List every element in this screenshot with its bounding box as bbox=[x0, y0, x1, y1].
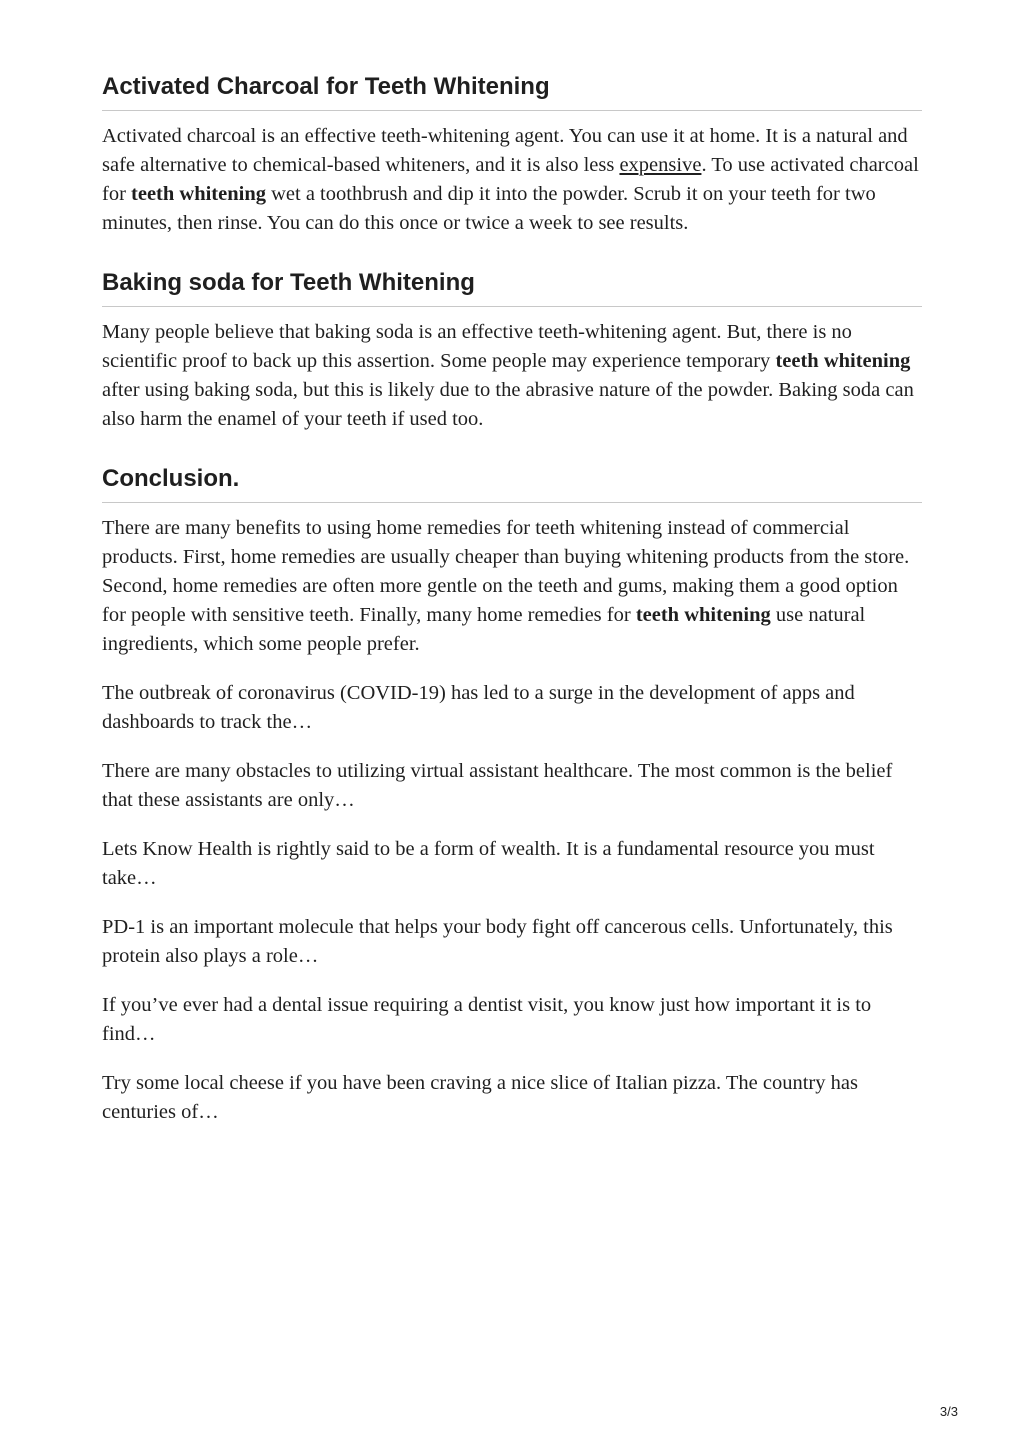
section-heading: Conclusion. bbox=[102, 464, 922, 503]
section-paragraph: There are many benefits to using home remedies for teeth whitening instead of commercial products. First, home remedies are usually cheaper than buying whitening products from the store. Second, home remedies are often more gentle on the teeth and gums, making them a good option for people with sensitive teeth. Finally, many home remedies for teeth whitening use natural ingredients, which some people prefer. bbox=[102, 517, 910, 655]
section-conclusion bbox=[102, 464, 922, 659]
bold-keyword: teeth whitening bbox=[131, 183, 266, 205]
expensive-link[interactable]: expensive bbox=[619, 154, 702, 176]
excerpt-paragraph: The outbreak of coronavirus (COVID-19) has led to a surge in the development of apps and dashboards to track the… bbox=[102, 682, 855, 733]
excerpt-paragraph: There are many obstacles to utilizing virtual assistant healthcare. The most common is the belief that these assistants are only… bbox=[102, 760, 893, 811]
section-activated-charcoal bbox=[102, 72, 922, 238]
page-number: 3/3 bbox=[939, 1404, 958, 1419]
related-excerpts bbox=[102, 679, 922, 1127]
bold-keyword: teeth whitening bbox=[635, 604, 771, 626]
excerpt-paragraph: PD-1 is an important molecule that helps your body fight off cancerous cells. Unfortunately, this protein also plays a role… bbox=[102, 916, 893, 967]
excerpt-paragraph: Lets Know Health is rightly said to be a form of wealth. It is a fundamental resource you must take… bbox=[102, 838, 875, 889]
document-page bbox=[102, 72, 922, 1147]
excerpt-paragraph: Try some local cheese if you have been craving a nice slice of Italian pizza. The country has centuries of… bbox=[102, 1072, 858, 1123]
section-baking-soda bbox=[102, 268, 922, 434]
section-heading: Baking soda for Teeth Whitening bbox=[102, 268, 922, 307]
excerpt-paragraph: If you’ve ever had a dental issue requiring a dentist visit, you know just how important it is to find… bbox=[102, 994, 872, 1045]
section-heading: Activated Charcoal for Teeth Whitening bbox=[102, 72, 922, 111]
section-paragraph: Many people believe that baking soda is an effective teeth-whitening agent. But, there is no scientific proof to back up this assertion. Some people may experience temporary teeth whitening after using baking soda, but this is likely due to the abrasive nature of the powder. Baking soda can also harm the enamel of your teeth if used too. bbox=[102, 321, 914, 430]
section-paragraph: Activated charcoal is an effective teeth-whitening agent. You can use it at home. It is a natural and safe alternative to chemical-based whiteners, and it is also less expensive. To use activated charcoal for teeth whitening wet a toothbrush and dip it into the powder. Scrub it on your teeth for two minutes, then rinse. You can do this once or twice a week to see results. bbox=[102, 125, 919, 234]
bold-keyword: teeth whitening bbox=[775, 350, 911, 372]
